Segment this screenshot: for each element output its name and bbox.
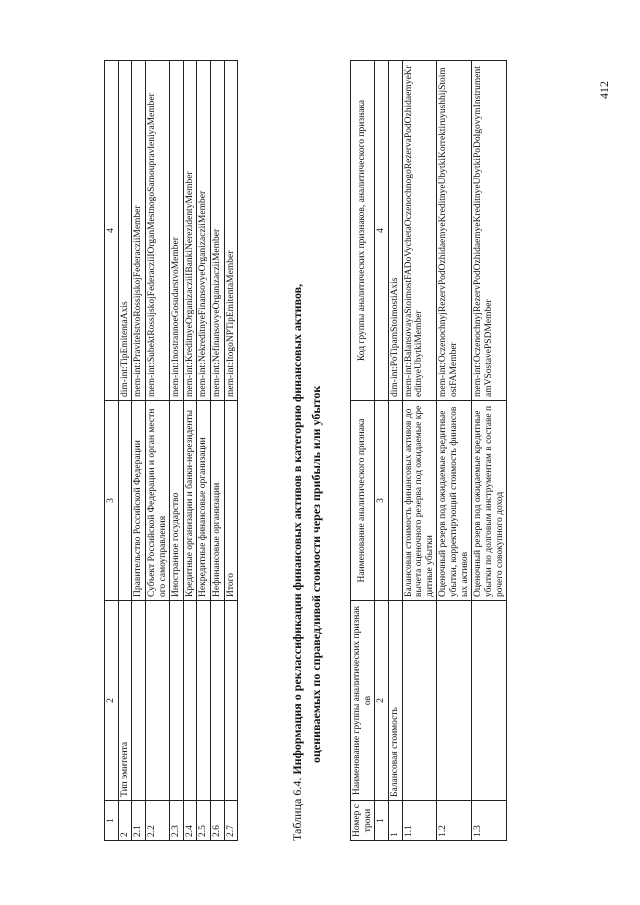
group-name: [132, 601, 146, 801]
table-row: [211, 61, 225, 841]
group-name: [170, 601, 184, 801]
table1-header-col-2: 2: [105, 601, 119, 801]
table1-header-row: [105, 61, 119, 841]
table-row: [132, 61, 146, 841]
row-number: 2.5: [197, 801, 211, 841]
row-number: 1: [388, 801, 402, 841]
table-row: [472, 61, 507, 841]
table-caption-label: Таблица 6.4.: [290, 777, 304, 841]
table-row: [224, 61, 238, 841]
table1-header-col-3: 3: [105, 401, 119, 601]
row-number: 2.2: [145, 801, 169, 841]
group-name: Балансовая стоимость: [388, 601, 402, 801]
xbrl-code: mem-int:ItogoNPTipEmitentaMember: [224, 61, 238, 401]
feature-name: Нефинансовые организации: [211, 401, 225, 601]
table-caption: [288, 61, 325, 841]
group-name: [402, 601, 437, 801]
xbrl-code: dim-int:TipEmitentaAxis: [118, 61, 132, 401]
feature-name: Иностранное государство: [170, 401, 184, 601]
header-group-name: Наименование группы аналитических признаков: [351, 601, 375, 801]
index-col-1: 1: [375, 801, 389, 841]
xbrl-code: mem-int:KreditnyeOrganizacziiIBankiNerezidentyMember: [183, 61, 197, 401]
group-name: [224, 601, 238, 801]
table-caption-line-2: оцениваемых по справедливой стоимости через прибыль или убыток: [308, 385, 323, 763]
xbrl-code: dim-int:PoTipamStoimostiAxis: [388, 61, 402, 401]
row-number: 2.4: [183, 801, 197, 841]
feature-name: Итого: [224, 401, 238, 601]
table-caption-line-1: Информация о реклассификации финансовых активов в категорию финансовых активов,: [290, 283, 304, 775]
xbrl-code: mem-int:OczenochnyjRezervPodOzhidaemyeKreditnyeUbytkiPoDolgovymInstrumentamVSostavePSDMember: [472, 61, 507, 401]
group-name: [472, 601, 507, 801]
row-number: 2.3: [170, 801, 184, 841]
table-row: [170, 61, 184, 841]
page-number: 412: [597, 81, 611, 99]
table-row: [183, 61, 197, 841]
group-name: [197, 601, 211, 801]
table2-header-row: [351, 61, 375, 841]
row-number: 2.6: [211, 801, 225, 841]
feature-name: Оценочный резерв под ожидаемые кредитные убытки по долговым инструментам в составе прочего совокупного доход: [472, 401, 507, 601]
feature-name: Кредитные организации и банки-нерезиденты: [183, 401, 197, 601]
xbrl-code: mem-int:BalansovayaStoimostFADoVychetaOczenochnogoRezervaPodOzhidaemyeKreditnyeUbytkiMember: [402, 61, 437, 401]
header-row-number: Номер строки: [351, 801, 375, 841]
xbrl-code: mem-int:PravitelstvoRossijskojFederacziiMember: [132, 61, 146, 401]
xbrl-code: mem-int:NekreditnyeFinansovyeOrganizacziiMember: [197, 61, 211, 401]
table2-index-row: [375, 61, 389, 841]
row-number: 1.2: [437, 801, 472, 841]
emitent-type-table: [104, 60, 238, 841]
group-name: [211, 601, 225, 801]
feature-name: [388, 401, 402, 601]
header-feature-name: Наименование аналитического признака: [351, 401, 375, 601]
index-col-2: 2: [375, 601, 389, 801]
index-col-4: 4: [375, 61, 389, 401]
feature-name: Балансовая стоимость финансовых активов до вычета оценочного резерва под ожидаемые кредитные убытки: [402, 401, 437, 601]
index-col-3: 3: [375, 401, 389, 601]
xbrl-code: mem-int:InostrannoeGosudarstvoMember: [170, 61, 184, 401]
feature-name: Правительство Российской Федерации: [132, 401, 146, 601]
row-number: 2.1: [132, 801, 146, 841]
table-row: [437, 61, 472, 841]
xbrl-code: mem-int:OczenochnyjRezervPodOzhidaemyeKreditnyeUbytkiKorrektiruyushhijStoimostFAMember: [437, 61, 472, 401]
group-name: [183, 601, 197, 801]
table-row: [118, 61, 132, 841]
feature-name: Оценочный резерв под ожидаемые кредитные убытки, корректирующий стоимость финансовых активов: [437, 401, 472, 601]
header-code: Код группы аналитических признаков, аналитического признака: [351, 61, 375, 401]
feature-name: Некредитные финансовые организации: [197, 401, 211, 601]
table-row: [388, 61, 402, 841]
xbrl-code: mem-int:SubektRossijskojFederacziiIOrganMestnogoSamoupravleniyaMember: [145, 61, 169, 401]
reclassification-table: [350, 60, 507, 841]
row-number: 1.3: [472, 801, 507, 841]
feature-name: Субъект Российской Федерации и орган местного самоуправления: [145, 401, 169, 601]
table-row: [145, 61, 169, 841]
table-row: [197, 61, 211, 841]
feature-name: [118, 401, 132, 601]
table1-header-col-1: 1: [105, 801, 119, 841]
row-number: 1.1: [402, 801, 437, 841]
group-name: [437, 601, 472, 801]
group-name: Тип эмитента: [118, 601, 132, 801]
table1-header-col-4: 4: [105, 61, 119, 401]
row-number: 2: [118, 801, 132, 841]
xbrl-code: mem-int:NefinansovyeOrganizacziiMember: [211, 61, 225, 401]
group-name: [145, 601, 169, 801]
table-row: [402, 61, 437, 841]
row-number: 2.7: [224, 801, 238, 841]
